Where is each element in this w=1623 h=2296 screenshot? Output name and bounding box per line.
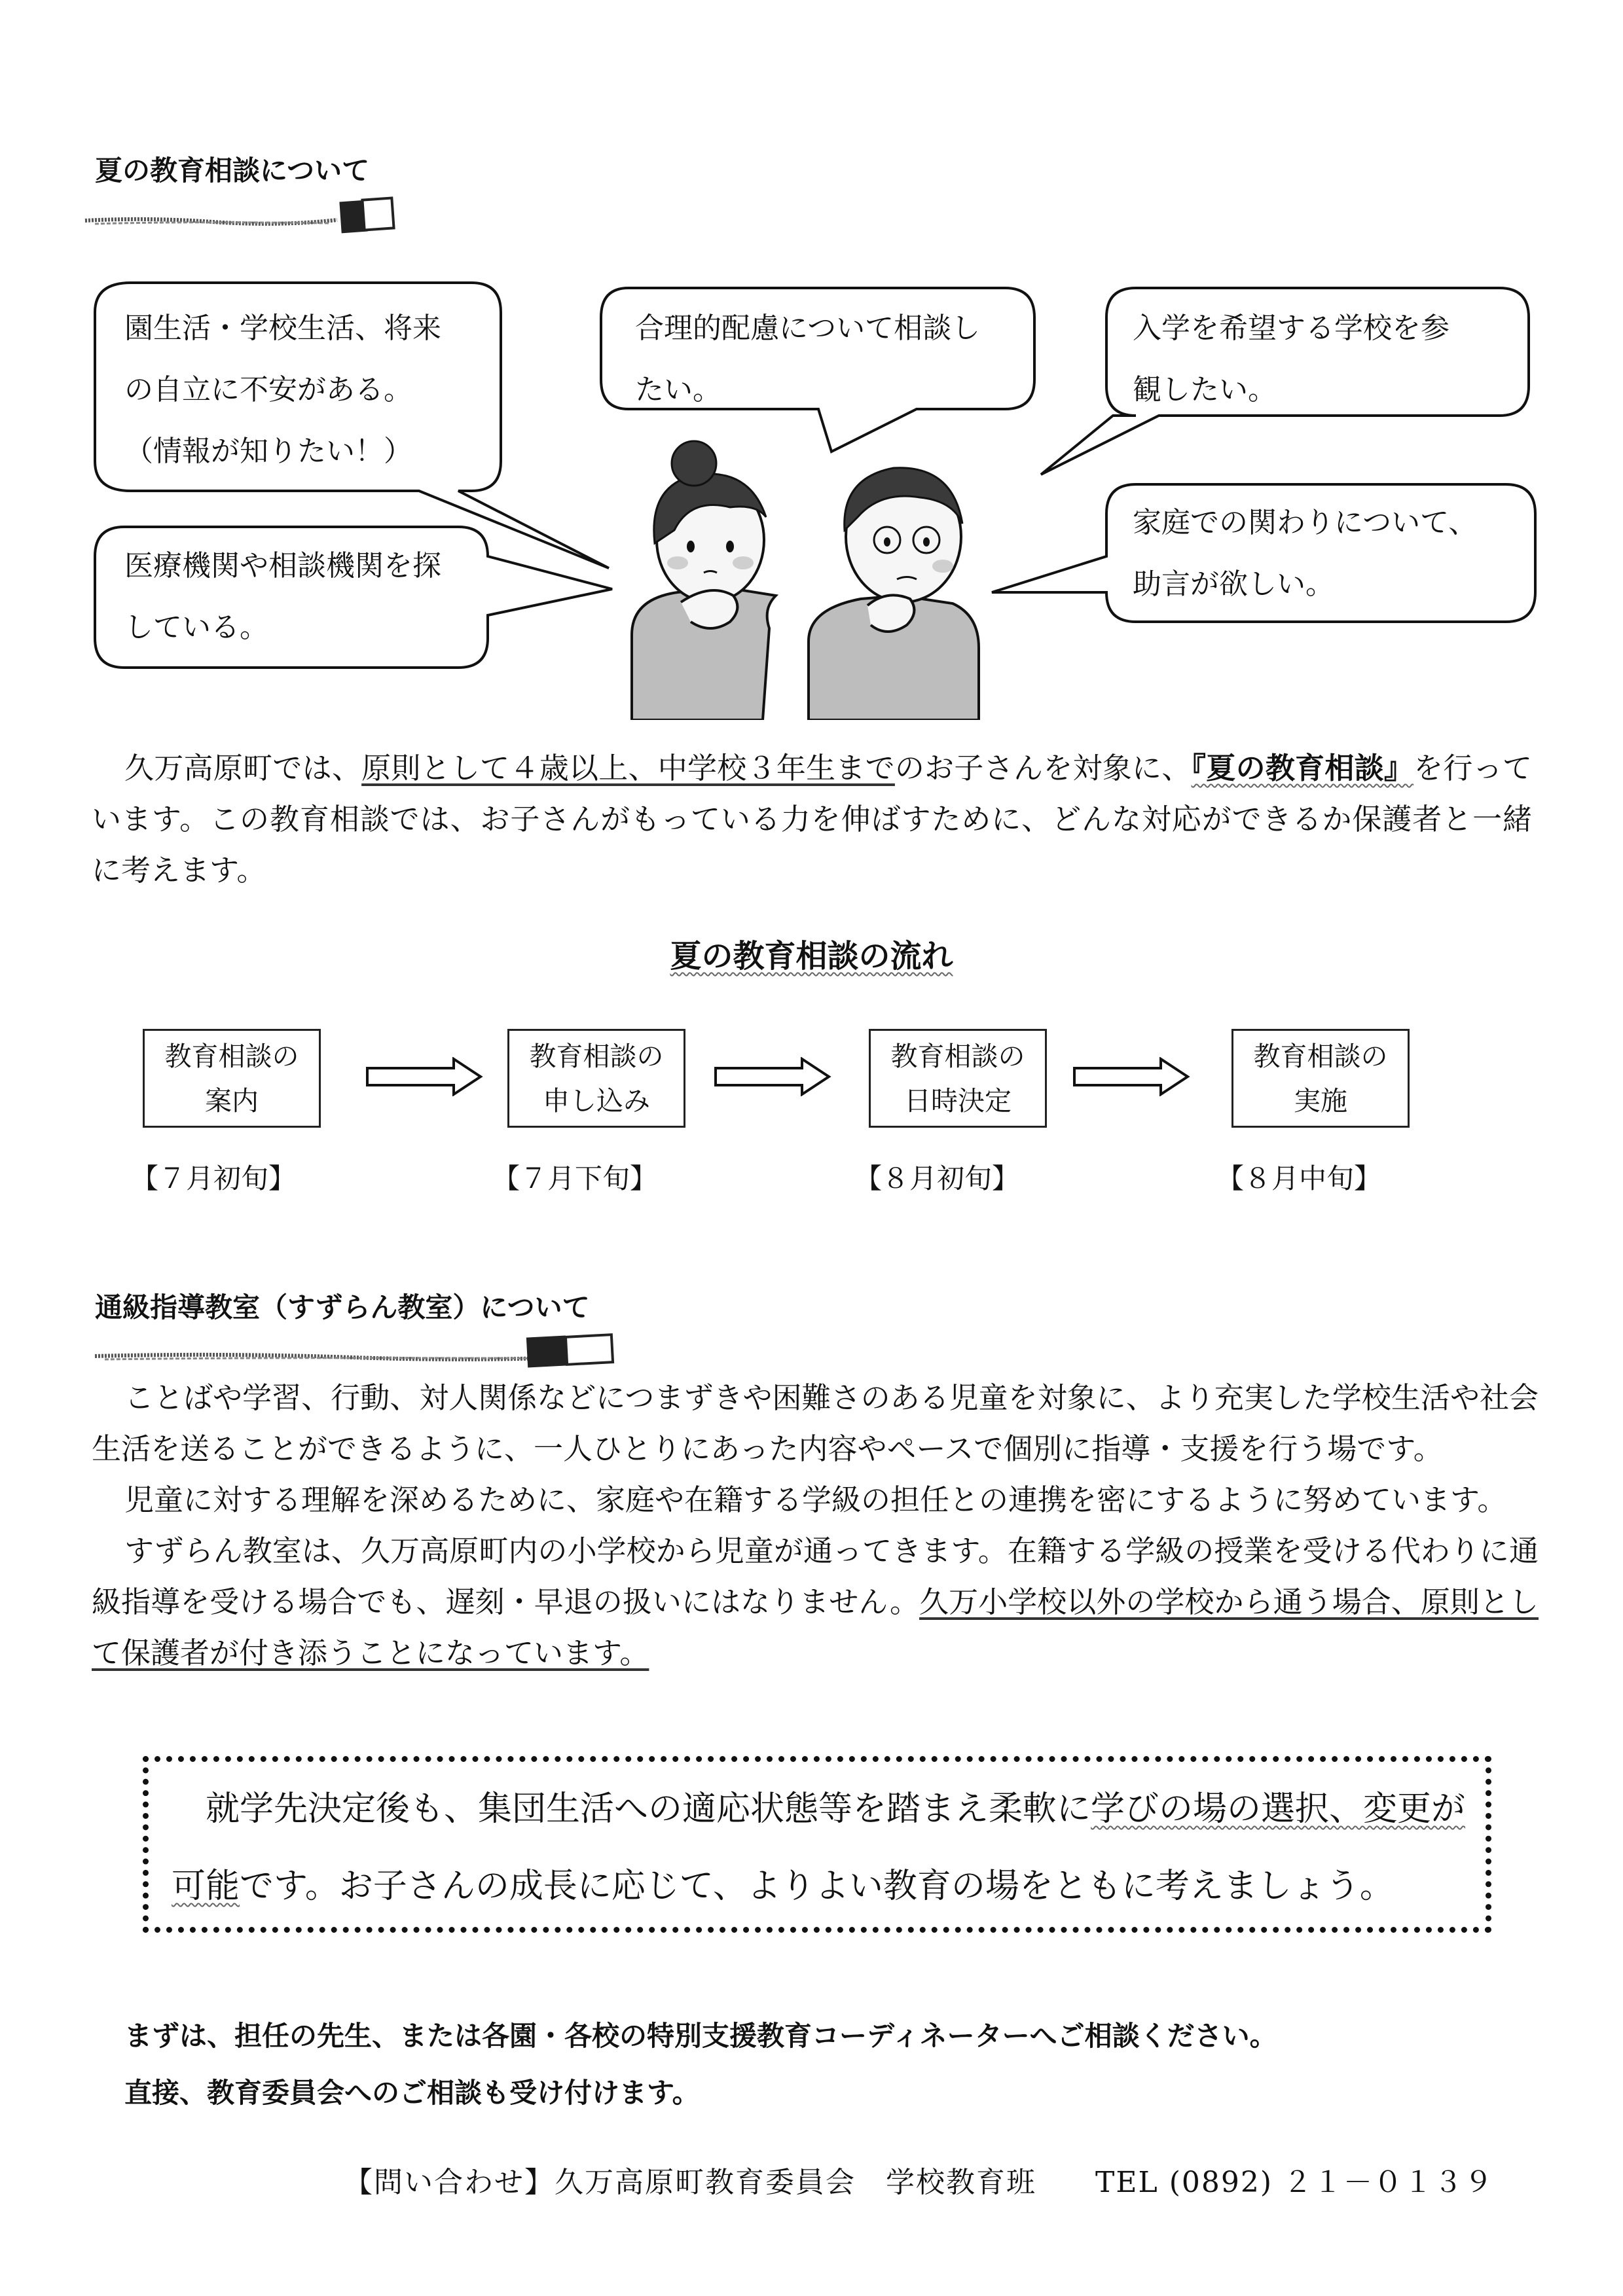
flow-step-2-line2: 申し込み (543, 1085, 650, 1117)
flow-step-2 (507, 1029, 685, 1128)
notice-plain: 就学先決定後も、集団生活への適応状態等を踏まえ柔軟に (206, 1789, 1091, 1829)
flow-step-3-period: 【８月初旬】 (854, 1162, 1020, 1194)
notice-text (172, 1770, 1474, 1925)
bubble-4-text: 医療機関や相談機関を探 している。 (124, 549, 441, 644)
flow-step-3-line1: 教育相談の (890, 1040, 1025, 1072)
flow-step-3-line2: 日時決定 (904, 1085, 1012, 1117)
flow-title: 夏の教育相談の流れ (670, 938, 953, 975)
bubble-3-text: 入学を希望する学校を参 観したい。 (1133, 312, 1450, 406)
intro-underlined: 原則として４歳以上、中学校３年生まで (361, 751, 895, 785)
contact-tel[interactable]: (0892) ２１－０１３９ (1169, 2166, 1494, 2199)
section2-paragraph-3 (92, 1526, 1539, 1679)
intro-part2: のお子さんを対象に、 (894, 751, 1192, 785)
arrow-right-icon (1072, 1057, 1190, 1096)
section1-heading: 夏の教育相談について (95, 154, 370, 187)
section2-paragraph-2: 児童に対する理解を深めるために、家庭や在籍する学級の担任との連携を密にするように努めています。 (124, 1482, 1507, 1517)
flow-step-3 (869, 1029, 1047, 1128)
woman-thinking-icon (612, 432, 985, 720)
contact-label: 【問い合わせ】 (344, 2166, 555, 2199)
flow-step-4 (1231, 1029, 1410, 1128)
flow-step-4-line1: 教育相談の (1253, 1040, 1388, 1072)
marker-underline-icon (92, 1327, 629, 1372)
arrow-right-icon (365, 1057, 483, 1096)
flow-step-1-line1: 教育相談の (164, 1040, 299, 1072)
section2-paragraph-1: ことばや学習、行動、対人関係などにつまずきや困難さのある児童を対象に、より充実した学校生活や社会生活を送ることができるように、一人ひとりにあった内容やペースで個別に指導・支援を行う場です。 (92, 1380, 1539, 1466)
flow-step-1-period: 【７月初旬】 (131, 1162, 297, 1194)
intro-part3: を行っています。この教育相談では、お子さんがもっている力を伸ばすために、どんな対応ができるか保護者と一緒に考えます。 (92, 751, 1532, 888)
contact-org: 久万高原町教育委員会 学校教育班 (555, 2166, 1036, 2199)
flow-step-1 (143, 1029, 321, 1128)
flow-step-2-period: 【７月下旬】 (492, 1162, 658, 1194)
closing-line-2: 直接、教育委員会へのご相談も受け付けます。 (124, 2077, 700, 2109)
intro-paragraph (92, 743, 1532, 896)
section2-paragraph-3-underlined: 久万小学校以外の学校から通う場合、原則として保護者が付き添うことになっています。 (92, 1585, 1539, 1670)
intro-bold: 『夏の教育相談』 (1191, 751, 1414, 785)
flow-step-4-line2: 実施 (1294, 1085, 1347, 1117)
flow-step-4-period: 【８月中旬】 (1216, 1162, 1382, 1194)
contact-line (344, 2159, 1494, 2200)
contact-tel-label: TEL (1095, 2166, 1159, 2199)
flow-step-1-line2: 案内 (205, 1085, 259, 1117)
bubble-2-text: 合理的配慮について相談し たい。 (635, 312, 981, 406)
closing-line-1: まずは、担任の先生、または各園・各校の特別支援教育コーディネーターへご相談ください。 (124, 2020, 1277, 2052)
bubble-1-text: 園生活・学校生活、将来 の自立に不安がある。 （情報が知りたい！） (124, 312, 441, 468)
section2-heading: 通級指導教室（すずらん教室）について (95, 1291, 590, 1323)
notice-underlined: 学びの場の選択、変更が可能 (172, 1789, 1466, 1906)
intro-part1: 久万高原町では、 (124, 751, 362, 785)
section2-paragraph-3-plain: すずらん教室は、久万高原町内の小学校から児童が通ってきます。在籍する学級の授業を受ける代わりに通級指導を受ける場合でも、遅刻・早退の扱いにはなりません。 (92, 1534, 1539, 1619)
arrow-right-icon (714, 1057, 831, 1096)
notice-rest: です。お子さんの成長に応じて、よりよい教育の場をともに考えましょう。 (240, 1867, 1394, 1906)
flow-step-2-line1: 教育相談の (529, 1040, 664, 1072)
bubble-5-text: 家庭での関わりについて、 助言が欲しい。 (1133, 506, 1478, 601)
